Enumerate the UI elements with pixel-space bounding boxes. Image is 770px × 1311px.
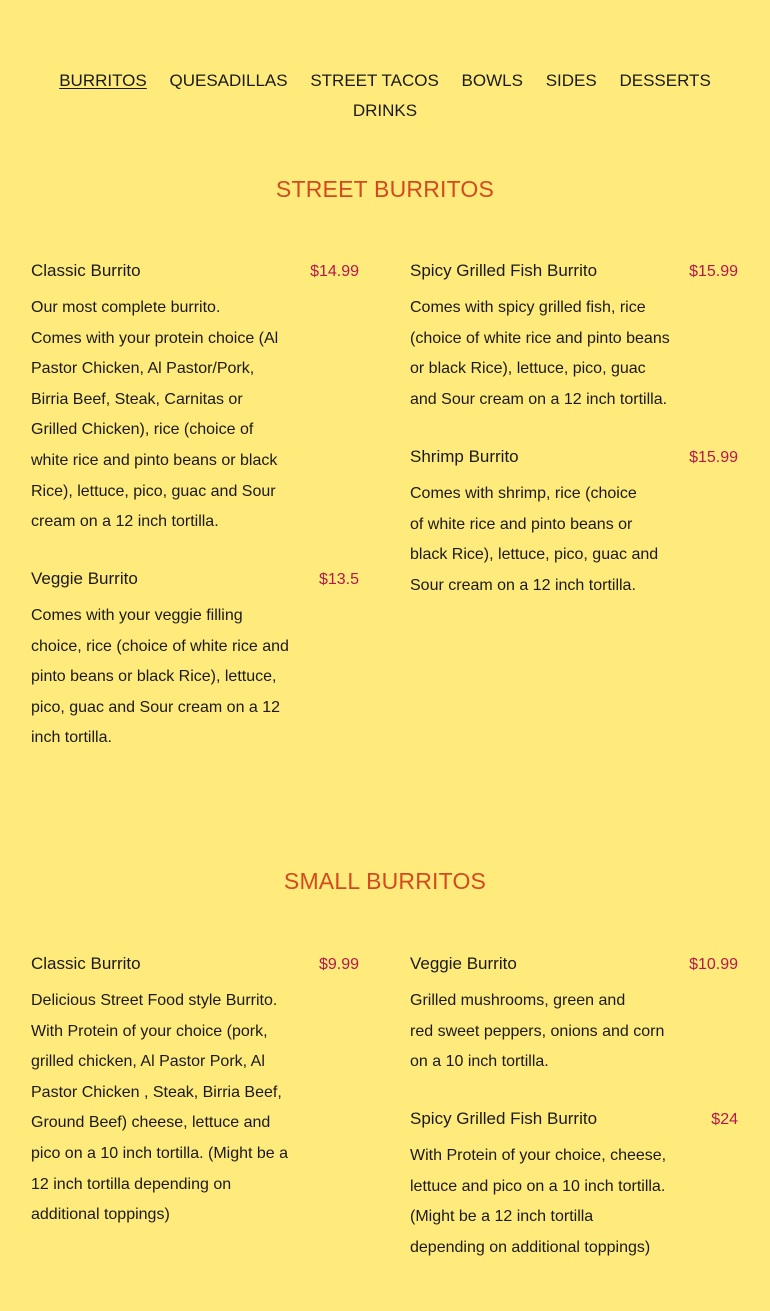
- description-line: inch tortilla.: [31, 729, 112, 747]
- menu-item[interactable]: [31, 954, 359, 1231]
- menu-item-price: $10.99: [689, 956, 738, 973]
- menu-item[interactable]: [410, 1109, 738, 1263]
- menu-item-price: $15.99: [689, 263, 738, 280]
- description-line: pinto beans or black Rice), lettuce,: [31, 668, 277, 686]
- nav-link-burritos[interactable]: BURRITOS: [59, 71, 147, 90]
- menu-item-price: $14.99: [310, 263, 359, 280]
- description-line: Comes with your protein choice (Al: [31, 329, 279, 347]
- menu-item-description: [31, 601, 359, 754]
- section-title-small-burritos: SMALL BURRITOS: [283, 868, 487, 894]
- description-line: Grilled mushrooms, green and: [410, 992, 626, 1009]
- description-line: Birria Beef, Steak, Carnitas or: [31, 390, 243, 408]
- description-line: Pastor Chicken , Steak, Birria Beef,: [31, 1083, 282, 1101]
- description-line: on a 10 inch tortilla.: [410, 1053, 549, 1071]
- menu-item[interactable]: [410, 954, 738, 1078]
- menu-item-price: $13.5: [318, 571, 359, 588]
- menu-item-description: [410, 1141, 738, 1263]
- menu-item-name: Classic Burrito: [31, 954, 141, 973]
- menu-item-description: [410, 479, 738, 601]
- nav-link-quesadillas[interactable]: QUESADILLAS: [169, 71, 288, 90]
- description-line: and Sour cream on a 12 inch tortilla.: [410, 390, 668, 408]
- description-line: additional toppings): [31, 1206, 170, 1224]
- menu-item-name: Classic Burrito: [31, 261, 141, 280]
- menu-item-name: Shrimp Burrito: [410, 447, 519, 466]
- menu-item-description: [31, 293, 359, 538]
- menu-item-price: $9.99: [318, 956, 359, 973]
- nav-link-sides[interactable]: SIDES: [545, 71, 597, 90]
- menu-item-price: $15.99: [689, 449, 738, 466]
- description-line: pico on a 10 inch tortilla. (Might be a: [31, 1144, 289, 1162]
- menu-item-name: Veggie Burrito: [31, 569, 138, 588]
- description-line: depending on additional toppings): [410, 1238, 651, 1256]
- description-line: pico, guac and Sour cream on a 12: [31, 698, 281, 716]
- description-line: Comes with your veggie filling: [31, 607, 243, 624]
- description-line: of white rice and pinto beans or: [410, 515, 633, 533]
- menu-item[interactable]: [410, 261, 738, 415]
- nav-link-bowls[interactable]: BOWLS: [461, 71, 523, 90]
- description-line: Our most complete burrito.: [31, 299, 221, 316]
- menu-item[interactable]: [31, 569, 359, 754]
- nav-link-drinks[interactable]: DRINKS: [352, 101, 418, 120]
- description-line: red sweet peppers, onions and corn: [410, 1022, 665, 1040]
- category-nav: [40, 66, 730, 126]
- description-line: cream on a 12 inch tortilla.: [31, 513, 219, 531]
- menu-item-description: [410, 986, 738, 1078]
- description-line: Rice), lettuce, pico, guac and Sour: [31, 482, 276, 500]
- menu-item-description: [410, 293, 738, 415]
- description-line: or black Rice), lettuce, pico, guac: [410, 360, 646, 378]
- menu-item-name: Spicy Grilled Fish Burrito: [410, 261, 598, 280]
- description-line: choice, rice (choice of white rice and: [31, 637, 289, 655]
- menu-item-price: $24: [711, 1111, 738, 1128]
- description-line: (choice of white rice and pinto beans: [410, 329, 670, 347]
- menu-item[interactable]: [410, 447, 738, 601]
- description-line: Delicious Street Food style Burrito.: [31, 992, 278, 1009]
- description-line: lettuce and pico on a 10 inch tortilla.: [410, 1177, 666, 1195]
- menu-item-name: Spicy Grilled Fish Burrito: [410, 1109, 598, 1128]
- description-line: grilled chicken, Al Pastor Pork, Al: [31, 1053, 265, 1071]
- description-line: 12 inch tortilla depending on: [31, 1175, 232, 1193]
- description-line: Grilled Chicken), rice (choice of: [31, 421, 254, 439]
- menu-item-name: Veggie Burrito: [410, 954, 517, 973]
- description-line: white rice and pinto beans or black: [31, 451, 278, 469]
- description-line: Sour cream on a 12 inch tortilla.: [410, 576, 636, 594]
- description-line: With Protein of your choice (pork,: [31, 1022, 268, 1040]
- description-line: Comes with shrimp, rice (choice: [410, 485, 637, 502]
- description-line: With Protein of your choice, cheese,: [410, 1147, 667, 1164]
- section-title-street-burritos: STREET BURRITOS: [275, 176, 495, 202]
- description-line: Comes with spicy grilled fish, rice: [410, 299, 646, 316]
- description-line: (Might be a 12 inch tortilla: [410, 1208, 594, 1226]
- nav-link-street-tacos[interactable]: STREET TACOS: [310, 71, 439, 90]
- menu-item[interactable]: [31, 261, 359, 538]
- description-line: Ground Beef) cheese, lettuce and: [31, 1114, 271, 1132]
- description-line: black Rice), lettuce, pico, guac and: [410, 546, 659, 564]
- nav-link-desserts[interactable]: DESSERTS: [619, 71, 711, 90]
- description-line: Pastor Chicken, Al Pastor/Pork,: [31, 360, 255, 378]
- menu-item-description: [31, 986, 359, 1231]
